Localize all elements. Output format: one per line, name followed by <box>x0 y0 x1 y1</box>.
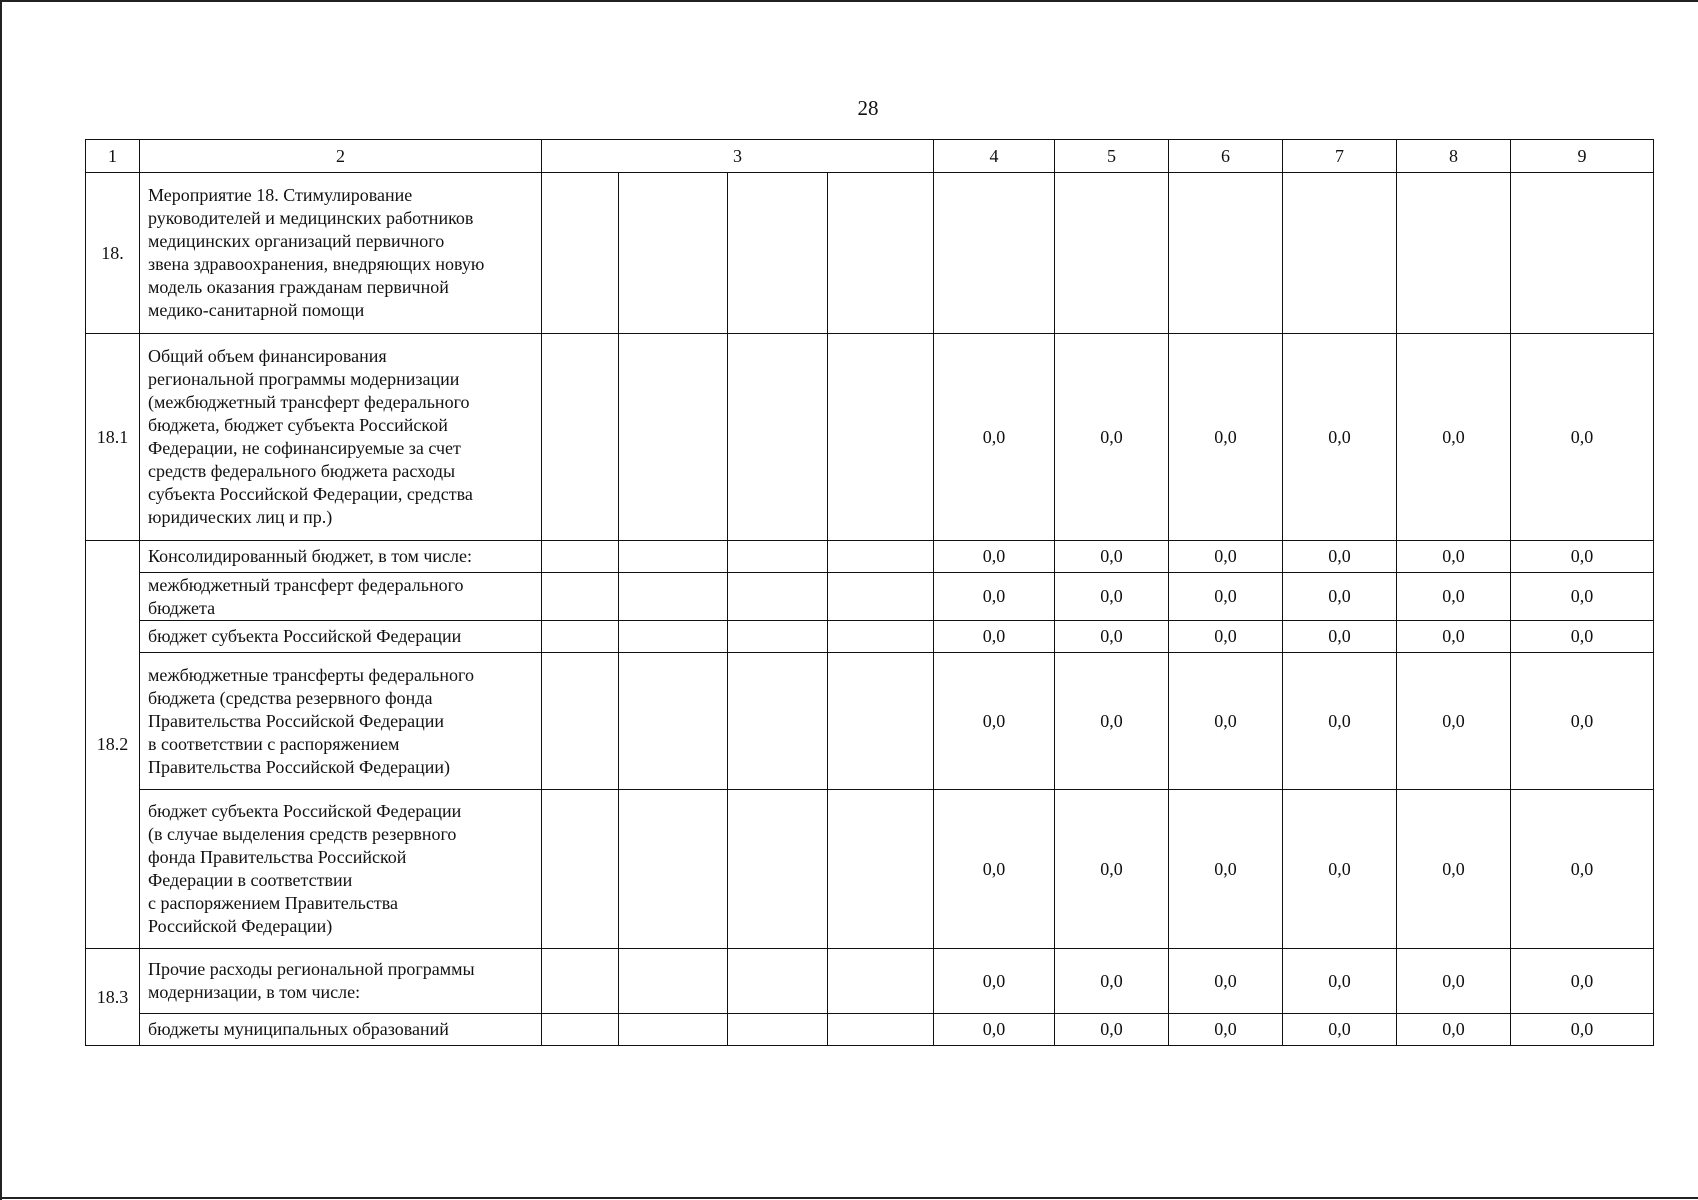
row-description <box>140 949 542 1014</box>
row-description <box>140 573 542 621</box>
empty-cell <box>728 653 828 790</box>
value-cell <box>1283 173 1397 334</box>
value-cell: 0,0 <box>934 949 1055 1014</box>
empty-cell <box>619 1014 728 1046</box>
empty-cell <box>542 790 619 949</box>
header-cell: 3 <box>542 140 934 173</box>
empty-cell <box>728 334 828 541</box>
empty-cell <box>619 541 728 573</box>
table-row <box>86 653 1654 790</box>
value-cell: 0,0 <box>1397 573 1511 621</box>
value-cell: 0,0 <box>1397 949 1511 1014</box>
value-cell: 0,0 <box>934 653 1055 790</box>
empty-cell <box>728 541 828 573</box>
description-line: медико-санитарной помощи <box>148 300 365 320</box>
value-cell: 0,0 <box>1169 1014 1283 1046</box>
empty-cell <box>542 653 619 790</box>
table-row <box>86 621 1654 653</box>
header-cell: 6 <box>1169 140 1283 173</box>
description-line: звена здравоохранения, внедряющих новую <box>148 254 485 274</box>
empty-cell <box>619 621 728 653</box>
value-cell: 0,0 <box>934 1014 1055 1046</box>
value-cell <box>1055 173 1169 334</box>
description-line: руководителей и медицинских работников <box>148 208 474 228</box>
table-row <box>86 334 1654 541</box>
value-cell: 0,0 <box>1283 621 1397 653</box>
value-cell: 0,0 <box>1169 949 1283 1014</box>
value-cell: 0,0 <box>934 334 1055 541</box>
empty-cell <box>828 949 934 1014</box>
empty-cell <box>728 573 828 621</box>
row-number: 18.1 <box>86 334 140 541</box>
description-line: Прочие расходы региональной программы <box>148 959 475 979</box>
value-cell: 0,0 <box>1397 541 1511 573</box>
description-line: Правительства Российской Федерации) <box>148 756 450 777</box>
empty-cell <box>542 1014 619 1046</box>
value-cell: 0,0 <box>1283 1014 1397 1046</box>
description-line: бюджета, бюджет субъекта Российской <box>148 415 448 435</box>
value-cell: 0,0 <box>1511 334 1654 541</box>
value-cell: 0,0 <box>1283 790 1397 949</box>
value-cell: 0,0 <box>1511 541 1654 573</box>
value-cell: 0,0 <box>1397 1014 1511 1046</box>
description-line: Правительства Российской Федерации <box>148 710 444 731</box>
description-line: межбюджетные трансферты федерального <box>148 664 474 685</box>
empty-cell <box>542 621 619 653</box>
value-cell: 0,0 <box>1169 334 1283 541</box>
row-description <box>140 173 542 334</box>
value-cell: 0,0 <box>1283 949 1397 1014</box>
value-cell: 0,0 <box>1055 541 1169 573</box>
header-cell: 9 <box>1511 140 1654 173</box>
financing-table <box>85 139 1654 1046</box>
value-cell: 0,0 <box>1511 949 1654 1014</box>
empty-cell <box>728 790 828 949</box>
description-line: средств федерального бюджета расходы <box>148 461 456 481</box>
header-cell: 5 <box>1055 140 1169 173</box>
description-line: юридических лиц и пр.) <box>148 507 333 527</box>
value-cell: 0,0 <box>1397 334 1511 541</box>
row-description <box>140 790 542 949</box>
value-cell: 0,0 <box>1397 621 1511 653</box>
header-cell: 8 <box>1397 140 1511 173</box>
empty-cell <box>728 173 828 334</box>
value-cell: 0,0 <box>1169 573 1283 621</box>
empty-cell <box>828 790 934 949</box>
description-line: (в случае выделения средств резервного <box>148 824 457 844</box>
page-number: 28 <box>857 96 879 120</box>
description-line: Российской Федерации) <box>148 916 333 936</box>
description-line: бюджеты муниципальных образований <box>148 1019 449 1039</box>
value-cell: 0,0 <box>1169 621 1283 653</box>
description-line: с распоряжением Правительства <box>148 893 398 913</box>
row-number: 18. <box>86 173 140 334</box>
empty-cell <box>728 1014 828 1046</box>
description-line: Консолидированный бюджет, в том числе: <box>148 546 473 566</box>
empty-cell <box>828 621 934 653</box>
value-cell: 0,0 <box>1055 1014 1169 1046</box>
header-cell: 2 <box>140 140 542 173</box>
description-line: бюджета <box>148 597 216 618</box>
page-bottom-border <box>0 1197 1698 1199</box>
value-cell <box>1511 173 1654 334</box>
value-cell: 0,0 <box>1397 653 1511 790</box>
description-line: фонда Правительства Российской <box>148 847 407 867</box>
description-line: Федерации в соответствии <box>148 870 353 890</box>
value-cell: 0,0 <box>1055 949 1169 1014</box>
value-cell: 0,0 <box>1283 653 1397 790</box>
table-row <box>86 949 1654 1014</box>
empty-cell <box>828 573 934 621</box>
value-cell: 0,0 <box>1283 573 1397 621</box>
value-cell: 0,0 <box>1055 621 1169 653</box>
empty-cell <box>828 541 934 573</box>
value-cell: 0,0 <box>1169 790 1283 949</box>
description-line: Федерации, не софинансируемые за счет <box>148 438 461 458</box>
value-cell: 0,0 <box>1055 334 1169 541</box>
value-cell: 0,0 <box>934 573 1055 621</box>
value-cell <box>1397 173 1511 334</box>
row-description <box>140 334 542 541</box>
row-description <box>140 621 542 653</box>
value-cell: 0,0 <box>1511 621 1654 653</box>
value-cell: 0,0 <box>1283 541 1397 573</box>
value-cell: 0,0 <box>1169 653 1283 790</box>
empty-cell <box>542 949 619 1014</box>
empty-cell <box>619 334 728 541</box>
empty-cell <box>542 541 619 573</box>
empty-cell <box>828 653 934 790</box>
empty-cell <box>619 173 728 334</box>
description-line: межбюджетный трансферт федерального <box>148 574 464 595</box>
value-cell: 0,0 <box>1055 573 1169 621</box>
description-line: бюджета (средства резервного фонда <box>148 687 433 708</box>
row-number: 18.2 <box>86 541 140 949</box>
row-description <box>140 653 542 790</box>
table-row <box>86 173 1654 334</box>
description-line: бюджет субъекта Российской Федерации <box>148 626 462 646</box>
value-cell: 0,0 <box>1511 1014 1654 1046</box>
value-cell <box>1169 173 1283 334</box>
table-row <box>86 790 1654 949</box>
value-cell: 0,0 <box>1397 790 1511 949</box>
row-description <box>140 1014 542 1046</box>
value-cell: 0,0 <box>1055 790 1169 949</box>
table-row <box>86 1014 1654 1046</box>
description-line: региональной программы модернизации <box>148 369 460 389</box>
value-cell: 0,0 <box>934 790 1055 949</box>
description-line: в соответствии с распоряжением <box>148 733 400 754</box>
empty-cell <box>619 949 728 1014</box>
description-line: бюджет субъекта Российской Федерации <box>148 801 462 821</box>
empty-cell <box>828 334 934 541</box>
empty-cell <box>542 334 619 541</box>
empty-cell <box>728 949 828 1014</box>
value-cell: 0,0 <box>1511 653 1654 790</box>
value-cell: 0,0 <box>934 621 1055 653</box>
value-cell <box>934 173 1055 334</box>
row-description <box>140 541 542 573</box>
description-line: медицинских организаций первичного <box>148 231 445 251</box>
value-cell: 0,0 <box>1055 653 1169 790</box>
value-cell: 0,0 <box>1283 334 1397 541</box>
empty-cell <box>619 653 728 790</box>
value-cell: 0,0 <box>934 541 1055 573</box>
header-cell: 1 <box>86 140 140 173</box>
empty-cell <box>828 173 934 334</box>
empty-cell <box>619 790 728 949</box>
table-header-row <box>86 140 1654 173</box>
row-number: 18.3 <box>86 949 140 1046</box>
empty-cell <box>619 573 728 621</box>
description-line: модернизации, в том числе: <box>148 982 361 1002</box>
description-line: Общий объем финансирования <box>148 346 387 366</box>
description-line: модель оказания гражданам первичной <box>148 277 449 297</box>
empty-cell <box>542 573 619 621</box>
value-cell: 0,0 <box>1511 573 1654 621</box>
header-cell: 4 <box>934 140 1055 173</box>
empty-cell <box>828 1014 934 1046</box>
header-cell: 7 <box>1283 140 1397 173</box>
table-row <box>86 541 1654 573</box>
value-cell: 0,0 <box>1169 541 1283 573</box>
description-line: (межбюджетный трансферт федерального <box>148 392 470 412</box>
empty-cell <box>728 621 828 653</box>
empty-cell <box>542 173 619 334</box>
value-cell: 0,0 <box>1511 790 1654 949</box>
table-row <box>86 573 1654 621</box>
description-line: субъекта Российской Федерации, средства <box>148 484 473 504</box>
description-line: Мероприятие 18. Стимулирование <box>148 185 413 205</box>
